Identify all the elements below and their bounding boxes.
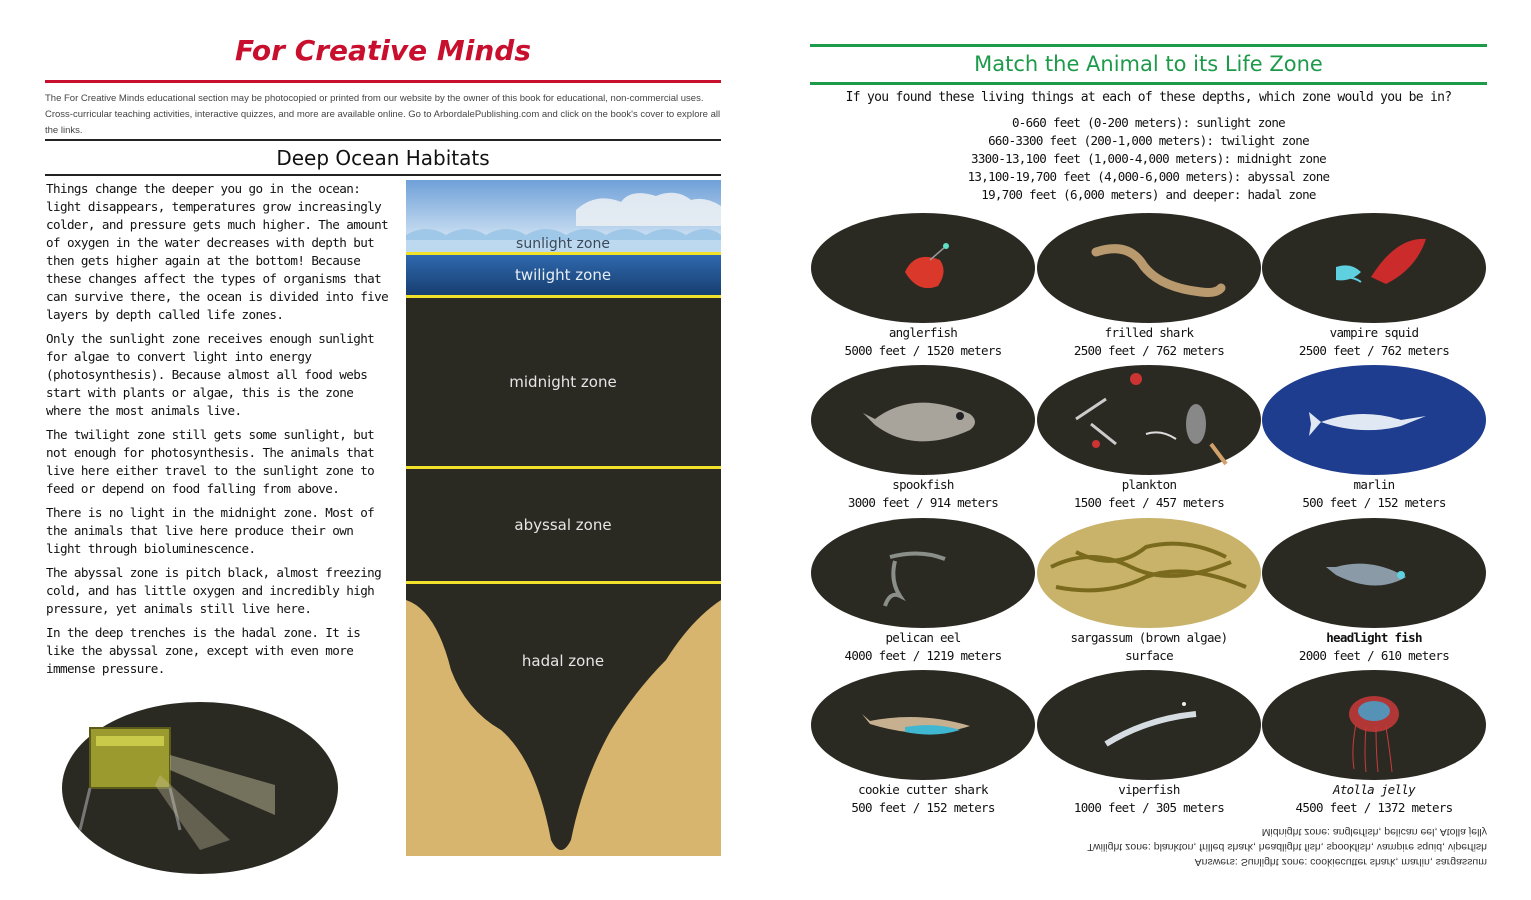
animal-depth: 1000 feet / 305 meters: [1073, 800, 1225, 815]
animal-name: headlight fish: [1326, 630, 1422, 645]
animal-card: [810, 364, 1036, 512]
match-question: If you found these living things at each of these depths, which zone would you be in?: [845, 90, 1452, 105]
upside-down-answers: [880, 824, 1487, 869]
animal-card: [1036, 364, 1262, 512]
habitats-text: [46, 180, 391, 684]
zone-line-1: [406, 252, 721, 255]
animal-depth: 500 feet / 152 meters: [851, 800, 995, 815]
vampire-squid-image: [1261, 212, 1487, 324]
zone-line-2: [406, 295, 721, 298]
animal-card: [1036, 212, 1262, 360]
animal-depth: 3000 feet / 914 meters: [847, 495, 999, 510]
section-title: Deep Ocean Habitats: [276, 146, 490, 170]
pelican-eel-image: [810, 517, 1036, 629]
paragraph-hadal: In the deep trenches is the hadal zone. It is like the abyssal zone, except with even more immense pressure.: [46, 625, 361, 676]
animal-depth: 1500 feet / 457 meters: [1073, 495, 1225, 510]
paragraph-twilight: The twilight zone still gets some sunlight, but not enough for photosynthesis. The animals that live here either travel to the sunlight zone to feed or depend on food falling from above.: [46, 427, 375, 496]
match-rule-top: [810, 44, 1487, 47]
animal-name: viperfish: [1118, 782, 1180, 797]
plankton-image: [1036, 364, 1262, 476]
animal-card: [1036, 517, 1262, 665]
intro-text: The For Creative Minds educational section may be photocopied or printed from our website by the owner of this book for educational, non-commercial uses. Cross-curricular teaching activities, interactive quizzes, and more are available online. Go to ArbordalePublishing.com and click on the book's cover to explore all the links.: [45, 93, 721, 136]
animal-name: vampire squid: [1329, 325, 1419, 340]
submersible-rov-illustration: [60, 700, 340, 876]
animal-depth: 500 feet / 152 meters: [1302, 495, 1446, 510]
marlin-image: [1261, 364, 1487, 476]
headlight-fish-image: [1261, 517, 1487, 629]
animal-name: spookfish: [892, 477, 954, 492]
animal-name: marlin: [1353, 477, 1395, 492]
section-rule-top: [45, 139, 721, 141]
animal-depth: surface: [1125, 648, 1173, 663]
zone-label-sunlight: sunlight zone: [516, 236, 610, 252]
zone-line-4: [406, 581, 721, 584]
animal-card: [1261, 364, 1487, 512]
animal-name: anglerfish: [888, 325, 958, 340]
sargassum-image: [1036, 517, 1262, 629]
depth-range-hadal: 19,700 feet (6,000 meters) and deeper: hadal zone: [981, 187, 1316, 202]
paragraph-midnight: There is no light in the midnight zone. Most of the animals that live here produce their own light through bioluminescence.: [46, 505, 375, 556]
animal-card: [1261, 517, 1487, 665]
animal-depth: 4500 feet / 1372 meters: [1295, 800, 1453, 815]
animal-depth: 2500 feet / 762 meters: [1298, 343, 1450, 358]
frilled-shark-image: [1036, 212, 1262, 324]
section-rule-bottom: [45, 174, 721, 176]
animal-card: [1036, 669, 1262, 817]
zone-label-abyssal: abyssal zone: [514, 516, 612, 534]
animal-name: pelican eel: [885, 630, 961, 645]
cookie-cutter-shark-image: [810, 669, 1036, 781]
animal-card: [1261, 212, 1487, 360]
animal-depth: 2500 feet / 762 meters: [1073, 343, 1225, 358]
animal-name: Atolla jelly: [1333, 782, 1415, 797]
answer-line: Twilight zone: plankton, frilled shark, headlight fish, spookfish, vampire squid, viperfish: [1087, 841, 1487, 853]
animal-depth: 4000 feet / 1219 meters: [844, 648, 1002, 663]
zone-label-hadal: hadal zone: [521, 652, 605, 670]
depth-range-abyssal: 13,100-19,700 feet (4,000-6,000 meters): abyssal zone: [967, 169, 1330, 184]
answer-line: Answers: Sunlight zone: cookiecutter shark, marlin, sargassum: [1194, 856, 1487, 868]
spookfish-image: [810, 364, 1036, 476]
animal-card: [810, 517, 1036, 665]
paragraph-intro: Things change the deeper you go in the ocean: light disappears, temperatures grow increasingly colder, and pressure gets much higher. The amount of oxygen in the water decreases with depth but then gets higher again at the bottom! Because these changes affect the types of organisms that can survive there, the ocean is divided into five layers by depth called life zones.: [46, 181, 389, 322]
answer-line: Midnight zone: anglerfish, pelican eel, Atolla jelly: [1261, 826, 1487, 838]
anglerfish-image: [810, 212, 1036, 324]
animal-card: [1261, 669, 1487, 817]
zone-label-twilight: twilight zone: [514, 266, 612, 284]
animal-card: [810, 212, 1036, 360]
animal-name: cookie cutter shark: [858, 782, 988, 797]
match-title: Match the Animal to its Life Zone: [974, 52, 1323, 76]
depth-range-midnight: 3300-13,100 feet (1,000-4,000 meters): midnight zone: [971, 151, 1326, 166]
animal-name: sargassum (brown algae): [1070, 630, 1228, 645]
depth-range-sunlight: 0-660 feet (0-200 meters): sunlight zone: [1011, 115, 1286, 130]
depth-ranges: [810, 114, 1487, 204]
paragraph-sunlight: Only the sunlight zone receives enough sunlight for algae to convert light into energy (photosynthesis). Because almost all food webs start with plants or algae, this is the zone where the most animals live.: [46, 331, 375, 418]
depth-range-twilight: 660-3300 feet (200-1,000 meters): twilight zone: [988, 133, 1309, 148]
ocean-zones-diagram: [406, 180, 721, 856]
animal-card: [810, 669, 1036, 817]
left-page-title: For Creative Minds: [234, 34, 532, 67]
zone-line-3: [406, 466, 721, 469]
atolla-jelly-image: [1261, 669, 1487, 781]
title-divider: [45, 80, 721, 83]
animal-depth: 2000 feet / 610 meters: [1298, 648, 1450, 663]
viperfish-image: [1036, 669, 1262, 781]
match-rule-bottom: [810, 82, 1487, 85]
animal-name: plankton: [1121, 477, 1177, 492]
zone-label-midnight: midnight zone: [509, 373, 617, 391]
paragraph-abyssal: The abyssal zone is pitch black, almost freezing cold, and has little oxygen and incredibly high pressure, yet animals still live here.: [46, 565, 382, 616]
animal-name: frilled shark: [1104, 325, 1194, 340]
animal-depth: 5000 feet / 1520 meters: [844, 343, 1002, 358]
